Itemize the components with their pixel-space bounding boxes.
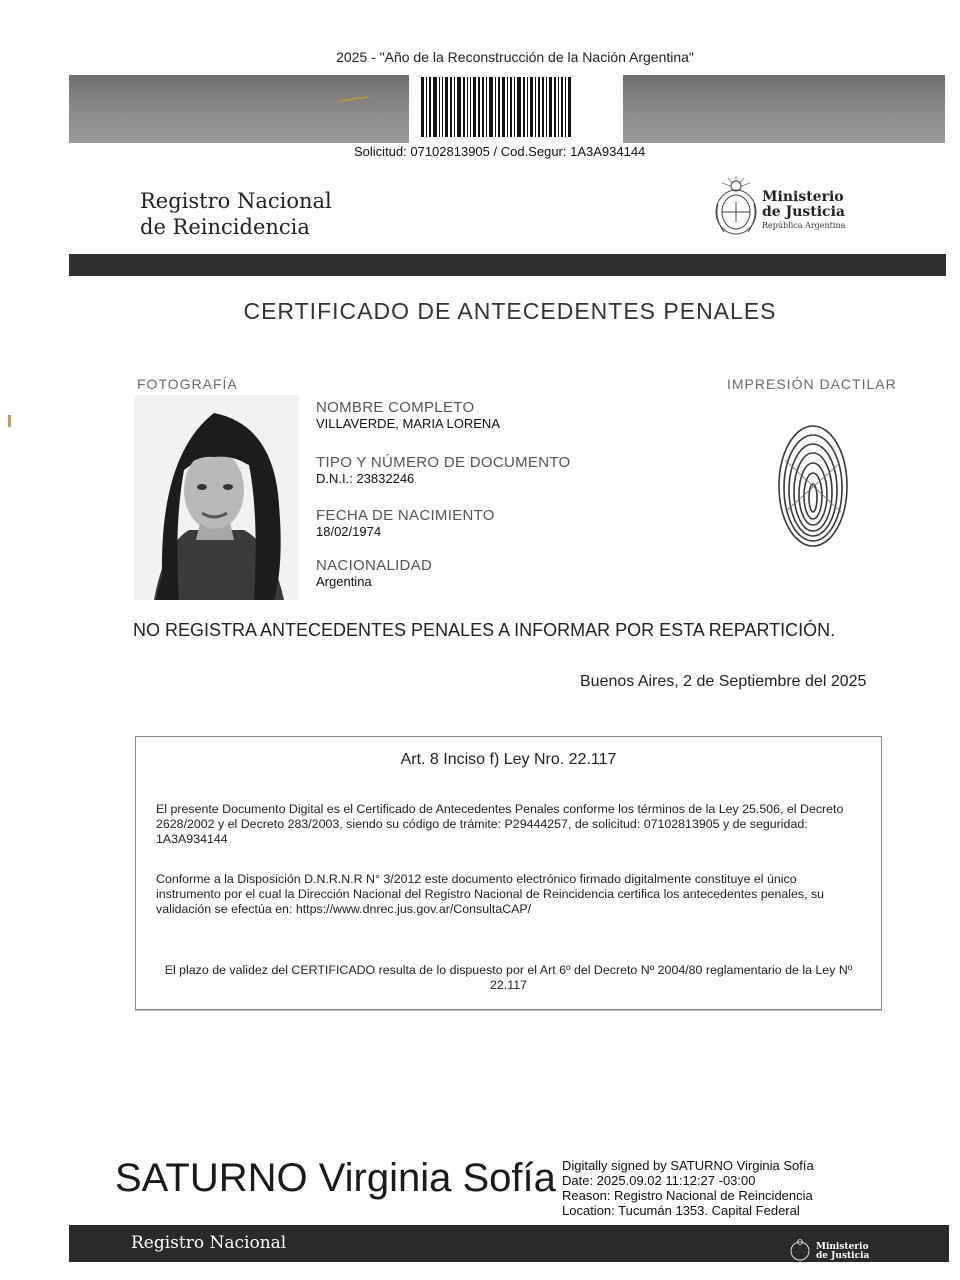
barcode-icon: [421, 77, 599, 137]
barcode-stripe: [523, 77, 525, 137]
legal-notice-box: [135, 736, 882, 1010]
photo-label: FOTOGRAFÍA: [137, 376, 238, 392]
field-value: Argentina: [316, 574, 372, 589]
registro-nacional-title: [140, 188, 332, 240]
header-band-right: [623, 75, 945, 143]
barcode-stripe: [549, 77, 552, 137]
barcode-stripe: [561, 77, 563, 137]
field-value: 18/02/1974: [316, 524, 382, 539]
barcode-stripe: [546, 77, 547, 137]
legal-paragraph-2: Conforme a la Disposición D.N.R.N.R N° 3/2012 este documento electrónico firmado digitalmente constituye el único instrumento por el cual la Dirección Nacional del Registro Nacional de Reincidencia certifica los antecedentes penales, su validación se efectúa en: https://www.dnrec.jus.gov.ar/ConsultaCAP/: [156, 872, 825, 916]
barcode-stripe: [463, 77, 465, 137]
barcode-stripe: [502, 77, 505, 137]
barcode-stripe: [445, 77, 448, 137]
fingerprint-label: IMPRESIÓN DACTILAR: [727, 376, 897, 392]
barcode-stripe: [527, 77, 528, 137]
field-label: TIPO Y NÚMERO DE DOCUMENTO: [316, 454, 571, 471]
signature-reason: Reason: Registro Nacional de Reincidencia: [562, 1188, 813, 1203]
ministerio-line1: Ministerio: [762, 189, 844, 205]
barcode-stripe: [530, 77, 533, 137]
barcode-stripe: [478, 77, 480, 137]
barcode-stripe: [450, 77, 452, 137]
footer-registro: Registro Nacional: [131, 1233, 287, 1253]
ministerio-title: [762, 190, 845, 220]
barcode-stripe: [510, 77, 512, 137]
field-label: FECHA DE NACIMIENTO: [316, 507, 495, 524]
barcode-stripe: [426, 77, 427, 137]
barcode-stripe: [467, 77, 468, 137]
barcode-stripe: [514, 77, 515, 137]
barcode-stripe: [454, 77, 455, 137]
digital-signature-details: [562, 1158, 814, 1218]
field-label: NOMBRE COMPLETO: [316, 399, 475, 416]
header-divider-bar: [69, 254, 946, 276]
barcode-stripe: [473, 77, 476, 137]
barcode-stripe: [433, 77, 437, 137]
barcode-stripe: [558, 77, 559, 137]
barcode-stripe: [535, 77, 536, 137]
portrait-photo: [134, 395, 299, 600]
footer-ministerio-line2: de Justicia: [816, 1251, 870, 1261]
barcode-stripe: [439, 77, 440, 137]
registro-line2: de Reincidencia: [140, 215, 310, 239]
barcode-stripe: [457, 77, 461, 137]
signer-name: SATURNO Virginia Sofía: [115, 1156, 556, 1200]
no-record-statement: NO REGISTRA ANTECEDENTES PENALES A INFORMAR POR ESTA REPARTICIÓN.: [133, 620, 836, 640]
field-nationality: [316, 557, 432, 589]
solicitud-code: Solicitud: 07102813905 / Cod.Segur: 1A3A934144: [354, 144, 646, 159]
signature-location: Location: Tucumán 1353. Capital Federal: [562, 1203, 800, 1218]
fingerprint-icon: [775, 420, 851, 555]
barcode-stripe: [542, 77, 544, 137]
place-and-date: Buenos Aires, 2 de Septiembre del 2025: [580, 673, 867, 690]
ministerio-subtitle: República Argentina: [762, 221, 846, 230]
footer-ministerio: [816, 1243, 869, 1261]
barcode-stripe: [470, 77, 471, 137]
barcode-stripe: [565, 77, 566, 137]
footer-ministerio-line1: Ministerio: [816, 1242, 869, 1252]
barcode-stripe: [538, 77, 540, 137]
certificate-title: CERTIFICADO DE ANTECEDENTES PENALES: [243, 298, 777, 324]
barcode-stripe: [495, 77, 496, 137]
legal-paragraph-1: El presente Documento Digital es el Certificado de Antecedentes Penales conforme los términos de la Ley 25.506, el Decreto 2628/2002 y el Decreto 283/2003, siendo su código de trámite: P29444257, de solicitud: 07102813905 y de seguridad: 1A3A934144: [156, 802, 844, 846]
field-full-name: [316, 399, 500, 431]
barcode-stripe: [517, 77, 521, 137]
field-label: NACIONALIDAD: [316, 557, 433, 574]
scan-mark: [8, 415, 11, 427]
field-value: VILLAVERDE, MARIA LORENA: [316, 416, 500, 431]
barcode-stripe: [442, 77, 443, 137]
field-value: D.N.I.: 23832246: [316, 471, 415, 486]
legal-title: Art. 8 Inciso f) Ley Nro. 22.117: [400, 751, 617, 768]
barcode-stripe: [429, 77, 431, 137]
barcode-stripe: [568, 77, 571, 137]
field-document: [316, 454, 571, 486]
barcode-stripe: [421, 77, 424, 137]
barcode-stripe: [489, 77, 493, 137]
year-motto: 2025 - "Año de la Reconstrucción de la Nación Argentina": [336, 49, 694, 65]
barcode-stripe: [554, 77, 556, 137]
portrait-image: [134, 395, 299, 600]
barcode-stripe: [482, 77, 484, 137]
legal-paragraph-3: El plazo de validez del CERTIFICADO resulta de lo dispuesto por el Art 6º del Decreto Nº 2004/80 reglamentario de la Ley Nº 22.117: [164, 963, 853, 992]
registro-line1: Registro Nacional: [140, 189, 332, 213]
footer-seal-icon: [788, 1239, 812, 1261]
field-birth-date: [316, 507, 495, 539]
signature-line: Digitally signed by SATURNO Virginia Sofía: [562, 1158, 814, 1173]
header-band-left: [69, 75, 409, 143]
barcode-stripe: [486, 77, 487, 137]
signature-date: Date: 2025.09.02 11:12:27 -03:00: [562, 1173, 756, 1188]
barcode-stripe: [507, 77, 508, 137]
barcode-stripe: [498, 77, 500, 137]
ministerio-line2: de Justicia: [762, 204, 845, 220]
